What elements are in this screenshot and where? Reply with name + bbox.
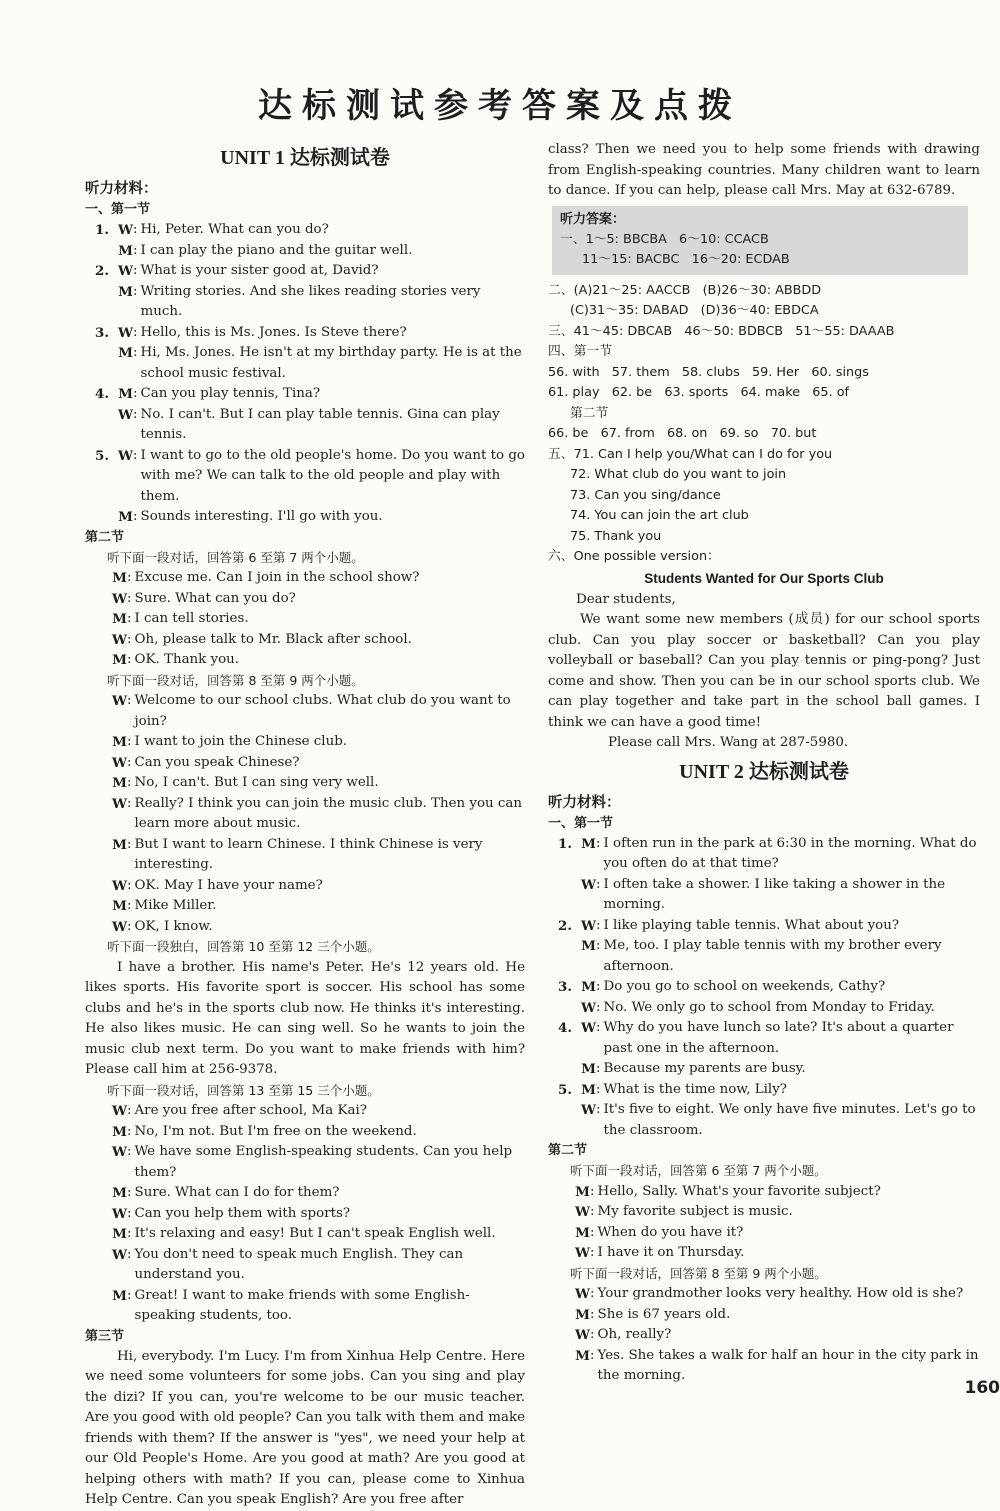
dialog-text: Sounds interesting. I'll go with you. — [141, 507, 525, 528]
speaker: M — [113, 343, 133, 384]
speaker: M — [107, 896, 127, 917]
dialog-text: She is 67 years old. — [598, 1305, 980, 1326]
dialog-text: OK. May I have your name? — [135, 876, 525, 897]
dialog-line: M : I can tell stories. — [85, 609, 525, 630]
dialog-text: Because my parents are busy. — [604, 1059, 980, 1080]
dialog-line: M : Hello, Sally. What's your favorite subject? — [548, 1182, 980, 1203]
dialog-line: W : Can you help them with sports? — [85, 1204, 525, 1225]
speaker: W — [570, 1243, 590, 1264]
dialog-line: M : No, I can't. But I can sing very well. — [85, 773, 525, 794]
speaker: W — [570, 1202, 590, 1223]
dialog-text: We have some English-speaking students. Can you help them? — [135, 1142, 525, 1183]
speaker: M — [107, 1224, 127, 1245]
dialog-line: W : Welcome to our school clubs. What club do you want to join? — [85, 691, 525, 732]
dialog-line: M : But I want to learn Chinese. I think Chinese is very interesting. — [85, 835, 525, 876]
instruction: 听下面一段对话，回答第 6 至第 7 两个小题。 — [85, 548, 525, 569]
dialog-text: Do you go to school on weekends, Cathy? — [604, 977, 980, 998]
dialog-line: M : She is 67 years old. — [548, 1305, 980, 1326]
dialog-text: Hello, this is Ms. Jones. Is Steve there? — [141, 323, 525, 344]
speaker: W — [576, 875, 596, 916]
dialog-line: M : Sure. What can I do for them? — [85, 1183, 525, 1204]
dialog-text: It's relaxing and easy! But I can't speak English well. — [135, 1224, 525, 1245]
part1-label: 一、第一节 — [548, 814, 980, 834]
dialog-text: I can play the piano and the guitar well. — [141, 241, 525, 262]
dialog-text: I want to join the Chinese club. — [135, 732, 525, 753]
dialog-text: I want to go to the old people's home. Do you want to go with me? We can talk to the old people and play with them. — [141, 446, 525, 508]
dialog-line: W : Oh, please talk to Mr. Black after school. — [85, 630, 525, 651]
dialog-text: Great! I want to make friends with some English-speaking students, too. — [135, 1286, 525, 1327]
essay-title: Students Wanted for Our Sports Club — [548, 568, 980, 590]
essay-greeting: Dear students, — [548, 590, 980, 611]
dialog-text: I often take a shower. I like taking a shower in the morning. — [604, 875, 980, 916]
answer-line: 72. What club do you want to join — [548, 465, 980, 486]
speaker: M — [576, 1080, 596, 1101]
speaker: W — [107, 1245, 127, 1286]
item-number: 2. — [548, 916, 576, 937]
speaker: M — [570, 1346, 590, 1387]
answer-line: 四、第一节 — [548, 342, 980, 363]
list-item: 4. M : Can you play tennis, Tina? W : No. I can't. But I can play table tennis. Gina can play tennis. — [85, 384, 525, 446]
answer-line: (C)31～35: DABAD (D)36～40: EBDCA — [548, 301, 980, 322]
dialog-line: M : I want to join the Chinese club. — [85, 732, 525, 753]
item-number: 1. — [548, 834, 576, 855]
speaker: W — [113, 220, 133, 241]
item-number: 4. — [548, 1018, 576, 1039]
speaker: M — [570, 1182, 590, 1203]
dialog-text: But I want to learn Chinese. I think Chinese is very interesting. — [135, 835, 525, 876]
dialog-line: M : Mike Miller. — [85, 896, 525, 917]
list-item: 5. W : I want to go to the old people's home. Do you want to go with me? We can talk to the old people and play with them. M : Sounds interesting. I'll go with you. — [85, 446, 525, 528]
dialog-text: What is the time now, Lily? — [604, 1080, 980, 1101]
speaker: M — [107, 1286, 127, 1327]
speaker: W — [576, 998, 596, 1019]
speaker: M — [107, 609, 127, 630]
speaker: W — [107, 794, 127, 835]
essay-body: We want some new members (成员) for our school sports club. Can you play soccer or basketball? Can you play volleyball or baseball? Can you play tennis or ping-pong? Just come and show. Then you can be in our school sports club. We can play together and take part in the school ball games. I think we can have a good time! — [548, 610, 980, 733]
item-number: 5. — [85, 446, 113, 467]
essay-closing: Please call Mrs. Wang at 287-5980. — [548, 733, 980, 754]
dialog-text: You don't need to speak much English. They can understand you. — [135, 1245, 525, 1286]
answer-line: 75. Thank you — [548, 527, 980, 548]
part3-paragraph: Hi, everybody. I'm Lucy. I'm from Xinhua Help Centre. Here we need some volunteers for some jobs. Can you sing and play the dizi? If you can, you're welcome to be our music teacher. Are you good with old people? Can you talk with them and make friends with them? If the answer is "yes", we need your help at our Old People's Home. Are you good at math? Are you good at helping others with math? If you can, please come to Xinhua Help Centre. Can you speak English? Are you free after — [85, 1347, 525, 1511]
answer-line: 第二节 — [548, 404, 980, 425]
dialog-line: M : Yes. She takes a walk for half an hour in the city park in the morning. — [548, 1346, 980, 1387]
instruction: 听下面一段对话，回答第 8 至第 9 两个小题。 — [85, 671, 525, 692]
item-number: 4. — [85, 384, 113, 405]
instruction: 听下面一段对话，回答第 13 至第 15 三个小题。 — [85, 1081, 525, 1102]
answer-line: 五、71. Can I help you/What can I do for you — [548, 445, 980, 466]
answer-line: 73. Can you sing/dance — [548, 486, 980, 507]
speaker: M — [113, 241, 133, 262]
dialog-text: Are you free after school, Ma Kai? — [135, 1101, 525, 1122]
speaker: W — [570, 1284, 590, 1305]
speaker: W — [107, 630, 127, 651]
listening-label: 听力材料： — [85, 178, 525, 200]
dialog-text: Yes. She takes a walk for half an hour in the city park in the morning. — [598, 1346, 980, 1387]
speaker: M — [107, 1183, 127, 1204]
speaker: W — [107, 917, 127, 938]
speaker: W — [107, 1204, 127, 1225]
dialog-text: OK, I know. — [135, 917, 525, 938]
speaker: M — [107, 773, 127, 794]
dialog-line: W : OK, I know. — [85, 917, 525, 938]
page-title: 达标测试参考答案及点拨 — [0, 78, 1000, 127]
dialog-text: No, I'm not. But I'm free on the weekend. — [135, 1122, 525, 1143]
speaker: W — [107, 753, 127, 774]
dialog-line: M : Excuse me. Can I join in the school show? — [85, 568, 525, 589]
dialog-text: Hi, Peter. What can you do? — [141, 220, 525, 241]
speaker: W — [576, 1100, 596, 1141]
answer-line: 二、(A)21～25: AACCB (B)26～30: ABBDD — [548, 281, 980, 302]
dialog-text: Sure. What can you do? — [135, 589, 525, 610]
instruction: 听下面一段对话，回答第 8 至第 9 两个小题。 — [548, 1264, 980, 1285]
part2-label: 第二节 — [85, 528, 525, 548]
list-item: 1. W : Hi, Peter. What can you do? M : I can play the piano and the guitar well. — [85, 220, 525, 261]
left-column — [85, 140, 525, 1511]
dialog-text: No. We only go to school from Monday to Friday. — [604, 998, 980, 1019]
speaker: W — [107, 691, 127, 732]
dialog-text: Your grandmother looks very healthy. How old is she? — [598, 1284, 980, 1305]
answer-line: 一、1～5: BBCBA 6～10: CCACB — [560, 230, 960, 251]
dialog-text: My favorite subject is music. — [598, 1202, 980, 1223]
dialog-text: No, I can't. But I can sing very well. — [135, 773, 525, 794]
answer-line: 66. be 67. from 68. on 69. so 70. but — [548, 424, 980, 445]
speaker: W — [107, 1142, 127, 1183]
dialog-text: Welcome to our school clubs. What club do you want to join? — [135, 691, 525, 732]
speaker: M — [570, 1305, 590, 1326]
dialog-text: Hi, Ms. Jones. He isn't at my birthday party. He is at the school music festival. — [141, 343, 525, 384]
instruction: 听下面一段独白，回答第 10 至第 12 三个小题。 — [85, 937, 525, 958]
speaker: M — [576, 1059, 596, 1080]
answer-line: 61. play 62. be 63. sports 64. make 65. of — [548, 383, 980, 404]
answer-line: 56. with 57. them 58. clubs 59. Her 60. sings — [548, 363, 980, 384]
speaker: W — [113, 446, 133, 508]
dialog-text: Oh, please talk to Mr. Black after school. — [135, 630, 525, 651]
answer-line: 六、One possible version： — [548, 547, 980, 568]
speaker: W — [570, 1325, 590, 1346]
dialog-text: What is your sister good at, David? — [141, 261, 525, 282]
dialog-line: M : OK. Thank you. — [85, 650, 525, 671]
speaker: M — [107, 650, 127, 671]
list-item: 3. W : Hello, this is Ms. Jones. Is Steve there? M : Hi, Ms. Jones. He isn't at my birthday party. He is at the school music festival. — [85, 323, 525, 385]
dialog-line: M : When do you have it? — [548, 1223, 980, 1244]
dialog-text: OK. Thank you. — [135, 650, 525, 671]
dialog-line: W : Can you speak Chinese? — [85, 753, 525, 774]
dialog-text: Sure. What can I do for them? — [135, 1183, 525, 1204]
dialog-text: Can you play tennis, Tina? — [141, 384, 525, 405]
dialog-text: It's five to eight. We only have five minutes. Let's go to the classroom. — [604, 1100, 980, 1141]
speaker: W — [576, 1018, 596, 1059]
speaker: M — [570, 1223, 590, 1244]
part3-label: 第三节 — [85, 1327, 525, 1347]
speaker: M — [576, 834, 596, 875]
dialog-text: No. I can't. But I can play table tennis. Gina can play tennis. — [141, 405, 525, 446]
unit2-heading: UNIT 2 达标测试卷 — [548, 756, 980, 788]
answer-line: 11～15: BACBC 16～20: ECDAB — [560, 250, 960, 271]
dialog-text: I like playing table tennis. What about you? — [604, 916, 980, 937]
dialog-line: W : We have some English-speaking students. Can you help them? — [85, 1142, 525, 1183]
speaker: M — [113, 282, 133, 323]
list-item: 2. W : What is your sister good at, David? M : Writing stories. And she likes reading stories very much. — [85, 261, 525, 323]
item-number: 5. — [548, 1080, 576, 1101]
item-number: 2. — [85, 261, 113, 282]
page-number: 160 — [965, 1378, 1000, 1398]
dialog-text: Writing stories. And she likes reading stories very much. — [141, 282, 525, 323]
dialog-text: I often run in the park at 6:30 in the morning. What do you often do at that time? — [604, 834, 980, 875]
dialog-text: Hello, Sally. What's your favorite subject? — [598, 1182, 980, 1203]
speaker: M — [113, 507, 133, 528]
dialog-text: Can you speak Chinese? — [135, 753, 525, 774]
dialog-line: M : Great! I want to make friends with some English-speaking students, too. — [85, 1286, 525, 1327]
dialog-line: W : Sure. What can you do? — [85, 589, 525, 610]
dialog-text: Can you help them with sports? — [135, 1204, 525, 1225]
speaker: M — [107, 835, 127, 876]
speaker: M — [576, 977, 596, 998]
list-item: 1. M : I often run in the park at 6:30 in the morning. What do you often do at that time? W : I often take a shower. I like taking a shower in the morning. — [548, 834, 980, 916]
dialog-text: Really? I think you can join the music club. Then you can learn more about music. — [135, 794, 525, 835]
speaker: M — [107, 1122, 127, 1143]
part1-label: 一、第一节 — [85, 200, 525, 220]
part2-label: 第二节 — [548, 1141, 980, 1161]
dialog-line: W : You don't need to speak much English. They can understand you. — [85, 1245, 525, 1286]
dialog-line: W : OK. May I have your name? — [85, 876, 525, 897]
list-item: 3. M : Do you go to school on weekends, Cathy? W : No. We only go to school from Monday to Friday. — [548, 977, 980, 1018]
dialog-text: When do you have it? — [598, 1223, 980, 1244]
speaker: M — [576, 936, 596, 977]
item-number: 1. — [85, 220, 113, 241]
dialog-line: W : Oh, really? — [548, 1325, 980, 1346]
listening-answer-box — [552, 206, 968, 275]
dialog-text: Excuse me. Can I join in the school show? — [135, 568, 525, 589]
speaker: M — [107, 732, 127, 753]
dialog-text: I can tell stories. — [135, 609, 525, 630]
dialog-text: I have it on Thursday. — [598, 1243, 980, 1264]
dialog-text: Me, too. I play table tennis with my brother every afternoon. — [604, 936, 980, 977]
part3-paragraph-continued: class? Then we need you to help some friends with drawing from English-speaking countries. Many children want to learn to dance. If you can help, please call Mrs. May at 632-6789. — [548, 140, 980, 202]
dialog-line: W : I have it on Thursday. — [548, 1243, 980, 1264]
speaker: M — [107, 568, 127, 589]
listening-label: 听力材料： — [548, 792, 980, 814]
dialog-line: W : My favorite subject is music. — [548, 1202, 980, 1223]
right-column — [548, 140, 980, 1387]
dialog-line: W : Really? I think you can join the music club. Then you can learn more about music. — [85, 794, 525, 835]
dialog-line: M : It's relaxing and easy! But I can't speak English well. — [85, 1224, 525, 1245]
speaker: W — [113, 261, 133, 282]
answer-box-title: 听力答案： — [560, 210, 960, 230]
speaker: W — [107, 876, 127, 897]
answer-line: 74. You can join the art club — [548, 506, 980, 527]
list-item: 4. W : Why do you have lunch so late? It's about a quarter past one in the afternoon. M : Because my parents are busy. — [548, 1018, 980, 1080]
speaker: W — [576, 916, 596, 937]
dialog-line: W : Are you free after school, Ma Kai? — [85, 1101, 525, 1122]
speaker: W — [107, 589, 127, 610]
unit1-heading: UNIT 1 达标测试卷 — [85, 142, 525, 174]
answer-line: 三、41～45: DBCAB 46～50: BDBCB 51～55: DAAAB — [548, 322, 980, 343]
speaker: W — [113, 323, 133, 344]
item-number: 3. — [548, 977, 576, 998]
monologue-paragraph: I have a brother. His name's Peter. He's 12 years old. He likes sports. His favorite sport is soccer. His school has some clubs and he's in the sports club now. He thinks it's interesting. He also likes music. He can sing well. So he wants to join the music club next term. Do you want to make friends with him? Please call him at 256-9378. — [85, 958, 525, 1081]
dialog-text: Oh, really? — [598, 1325, 980, 1346]
instruction: 听下面一段对话，回答第 6 至第 7 两个小题。 — [548, 1161, 980, 1182]
list-item: 5. M : What is the time now, Lily? W : It's five to eight. We only have five minutes. Let's go to the classroom. — [548, 1080, 980, 1142]
speaker: W — [113, 405, 133, 446]
dialog-line: W : Your grandmother looks very healthy. How old is she? — [548, 1284, 980, 1305]
dialog-text: Why do you have lunch so late? It's about a quarter past one in the afternoon. — [604, 1018, 980, 1059]
dialog-text: Mike Miller. — [135, 896, 525, 917]
item-number: 3. — [85, 323, 113, 344]
dialog-line: M : No, I'm not. But I'm free on the weekend. — [85, 1122, 525, 1143]
list-item: 2. W : I like playing table tennis. What about you? M : Me, too. I play table tennis with my brother every afternoon. — [548, 916, 980, 978]
speaker: W — [107, 1101, 127, 1122]
speaker: M — [113, 384, 133, 405]
